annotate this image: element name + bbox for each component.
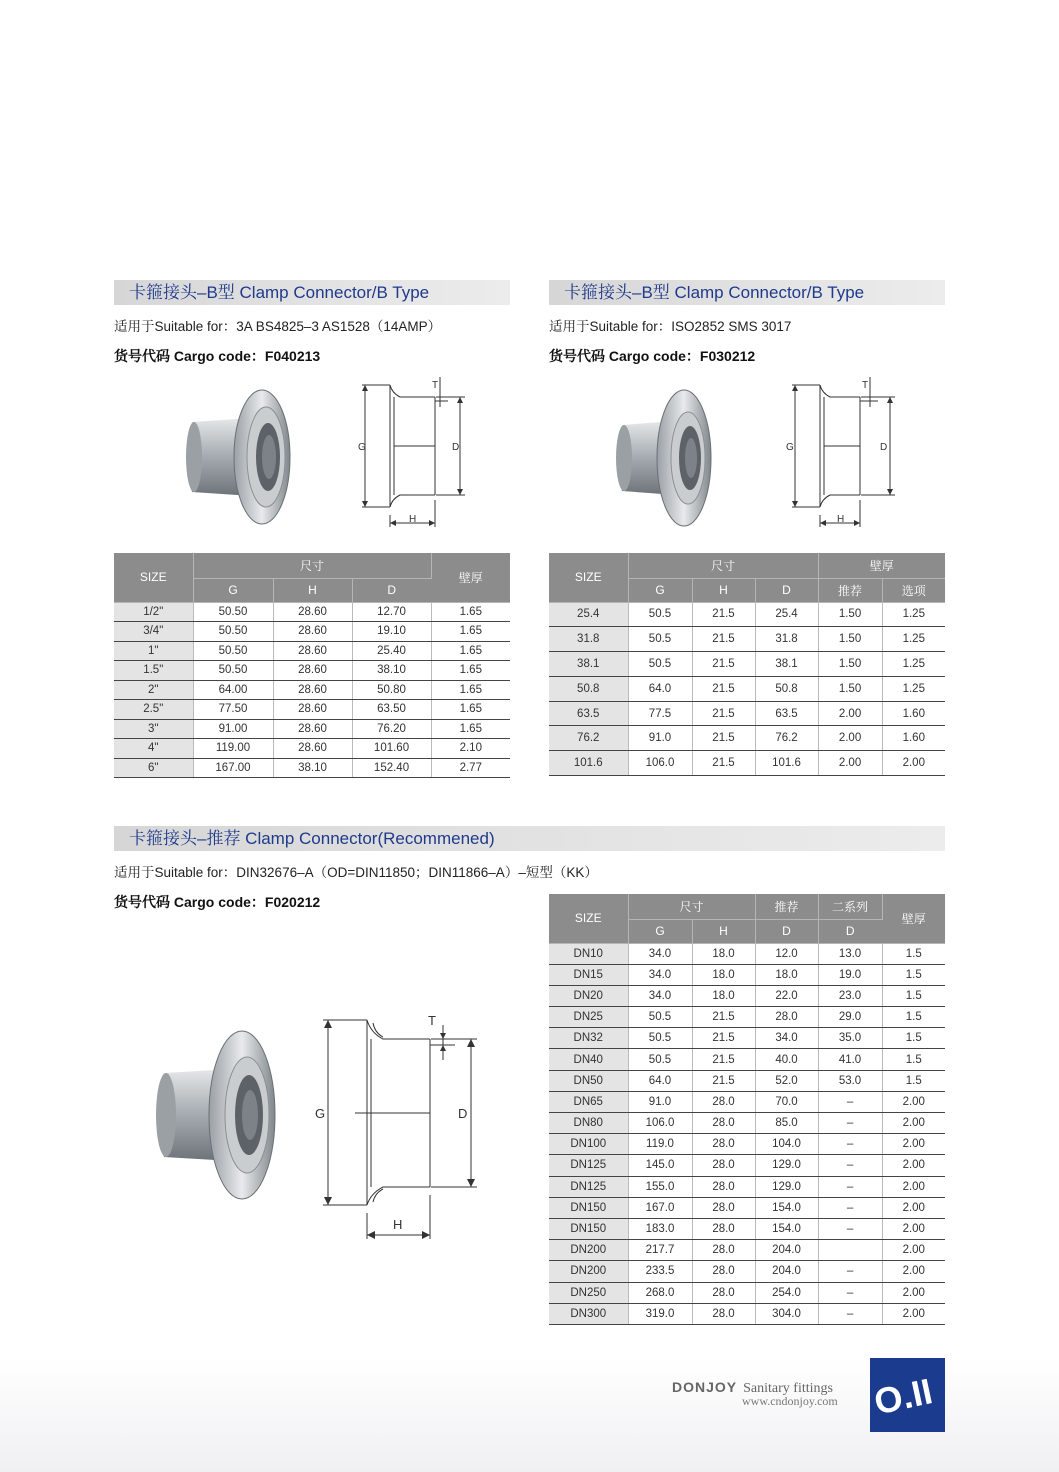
value-cell: 152.40 — [352, 758, 431, 778]
value-cell: 155.0 — [628, 1176, 692, 1197]
value-cell: 2.00 — [882, 1261, 945, 1282]
table-row — [549, 602, 945, 627]
table-row — [114, 680, 510, 700]
value-cell: 28.0 — [755, 1007, 818, 1028]
value-cell: 52.0 — [755, 1070, 818, 1091]
brand-tagline: Sanitary fittings — [743, 1381, 833, 1396]
size-cell: 101.6 — [549, 751, 628, 776]
value-cell: 1.60 — [882, 701, 945, 726]
value-cell: 106.0 — [628, 1113, 692, 1134]
size-cell: 31.8 — [549, 627, 628, 652]
value-cell: 217.7 — [628, 1240, 692, 1261]
value-cell: 28.0 — [692, 1113, 755, 1134]
size-cell: DN125 — [549, 1176, 628, 1197]
value-cell: 41.0 — [818, 1049, 882, 1070]
spec-table-3 — [549, 894, 945, 1325]
value-cell: 50.5 — [628, 627, 692, 652]
value-cell: 53.0 — [818, 1070, 882, 1091]
value-cell: 12.70 — [352, 602, 431, 622]
table-row — [549, 726, 945, 751]
dim-label-h: H — [393, 1217, 403, 1232]
value-cell: 254.0 — [755, 1282, 818, 1303]
value-cell: 28.60 — [273, 641, 352, 661]
section1-title: 卡箍接头–B型 Clamp Connector/B Type — [114, 280, 510, 305]
value-cell — [818, 1240, 882, 1261]
value-cell: 145.0 — [628, 1155, 692, 1176]
value-cell: 50.50 — [193, 602, 273, 622]
table-header-d-recommended: D — [755, 919, 818, 943]
dim-label-t: T — [432, 380, 439, 391]
table-row — [114, 719, 510, 739]
size-cell: DN150 — [549, 1197, 628, 1218]
value-cell: 183.0 — [628, 1218, 692, 1239]
value-cell: 28.0 — [692, 1218, 755, 1239]
value-cell: 2.10 — [431, 739, 510, 759]
size-cell: 76.2 — [549, 726, 628, 751]
value-cell: – — [818, 1282, 882, 1303]
value-cell: 29.0 — [818, 1007, 882, 1028]
size-cell: 1.5" — [114, 661, 193, 681]
table-row — [114, 739, 510, 759]
value-cell: 76.20 — [352, 719, 431, 739]
table-row — [549, 1218, 945, 1239]
value-cell: 21.5 — [692, 751, 755, 776]
value-cell: 40.0 — [755, 1049, 818, 1070]
table-row — [549, 1197, 945, 1218]
value-cell: 101.60 — [352, 739, 431, 759]
value-cell: 28.0 — [692, 1176, 755, 1197]
dim-label-g: G — [315, 1106, 326, 1121]
value-cell: 2.00 — [882, 1197, 945, 1218]
value-cell: 50.5 — [628, 652, 692, 677]
value-cell: 91.0 — [628, 726, 692, 751]
spec-table-2 — [549, 553, 945, 776]
table-header-dimensions: 尺寸 — [628, 553, 818, 578]
value-cell: 21.5 — [692, 627, 755, 652]
table-row — [114, 661, 510, 681]
value-cell: 34.0 — [628, 964, 692, 985]
value-cell: 50.50 — [193, 641, 273, 661]
dimension-drawing-2 — [780, 375, 905, 535]
dim-label-d: D — [458, 1106, 468, 1121]
value-cell: 28.0 — [692, 1155, 755, 1176]
table-header-size: SIZE — [549, 553, 628, 602]
dim-label-d: D — [452, 442, 460, 453]
value-cell: 1.50 — [818, 627, 882, 652]
table-header-wall: 壁厚 — [818, 553, 945, 578]
section2-title: 卡箍接头–B型 Clamp Connector/B Type — [549, 280, 945, 305]
value-cell: 1.65 — [431, 622, 510, 642]
dim-label-h: H — [837, 514, 845, 525]
dimension-drawing-1 — [350, 375, 475, 535]
dim-label-g: G — [358, 442, 366, 453]
size-cell: DN100 — [549, 1134, 628, 1155]
value-cell: 28.60 — [273, 622, 352, 642]
size-cell: 3" — [114, 719, 193, 739]
table-header-g: G — [193, 578, 273, 602]
value-cell: 1.25 — [882, 627, 945, 652]
size-cell: DN200 — [549, 1261, 628, 1282]
table-row — [549, 701, 945, 726]
value-cell: 18.0 — [755, 964, 818, 985]
section3-cargo-code: 货号代码 Cargo code：F020212 — [114, 894, 321, 910]
size-cell: DN25 — [549, 1007, 628, 1028]
value-cell: – — [818, 1113, 882, 1134]
table-row — [549, 652, 945, 677]
value-cell: 154.0 — [755, 1218, 818, 1239]
value-cell: 1.65 — [431, 661, 510, 681]
value-cell: 50.5 — [628, 1028, 692, 1049]
value-cell: 28.0 — [692, 1091, 755, 1112]
value-cell: 28.0 — [692, 1240, 755, 1261]
value-cell: 1.50 — [818, 676, 882, 701]
value-cell: 28.60 — [273, 739, 352, 759]
table-row — [549, 1049, 945, 1070]
value-cell: 1.50 — [818, 652, 882, 677]
value-cell: 1.65 — [431, 641, 510, 661]
company-logo — [870, 1358, 945, 1432]
value-cell: 28.0 — [692, 1261, 755, 1282]
table-row — [549, 1303, 945, 1324]
value-cell: 28.0 — [692, 1197, 755, 1218]
value-cell: 1.5 — [882, 985, 945, 1006]
value-cell: 21.5 — [692, 1070, 755, 1091]
value-cell: 25.40 — [352, 641, 431, 661]
value-cell: 50.5 — [628, 1049, 692, 1070]
value-cell: 104.0 — [755, 1134, 818, 1155]
value-cell: 34.0 — [628, 985, 692, 1006]
value-cell: 63.5 — [755, 701, 818, 726]
value-cell: 1.25 — [882, 652, 945, 677]
value-cell: 18.0 — [692, 964, 755, 985]
value-cell: 2.00 — [882, 1218, 945, 1239]
size-cell: 2.5" — [114, 700, 193, 720]
dim-label-g: G — [786, 442, 794, 453]
table-row — [549, 1070, 945, 1091]
size-cell: DN150 — [549, 1218, 628, 1239]
value-cell: 35.0 — [818, 1028, 882, 1049]
value-cell: 1.5 — [882, 1007, 945, 1028]
value-cell: 2.00 — [882, 1155, 945, 1176]
value-cell: 38.10 — [273, 758, 352, 778]
value-cell: 304.0 — [755, 1303, 818, 1324]
value-cell: 2.00 — [882, 751, 945, 776]
table-header-series2: 二系列 — [818, 894, 882, 919]
value-cell: 21.5 — [692, 652, 755, 677]
table-row — [549, 985, 945, 1006]
value-cell: 1.25 — [882, 676, 945, 701]
value-cell: 119.00 — [193, 739, 273, 759]
value-cell: 101.6 — [755, 751, 818, 776]
value-cell: 2.00 — [818, 751, 882, 776]
size-cell: 1" — [114, 641, 193, 661]
value-cell: 233.5 — [628, 1261, 692, 1282]
value-cell: 129.0 — [755, 1155, 818, 1176]
value-cell: 2.00 — [882, 1113, 945, 1134]
size-cell: DN80 — [549, 1113, 628, 1134]
table-row — [549, 1113, 945, 1134]
value-cell: 28.60 — [273, 719, 352, 739]
value-cell: 319.0 — [628, 1303, 692, 1324]
table-row — [114, 700, 510, 720]
section2-cargo-code: 货号代码 Cargo code：F030212 — [549, 348, 756, 364]
value-cell: 2.00 — [882, 1091, 945, 1112]
size-cell: DN15 — [549, 964, 628, 985]
table-header-g: G — [628, 578, 692, 602]
value-cell: 34.0 — [755, 1028, 818, 1049]
table-row — [114, 641, 510, 661]
value-cell: – — [818, 1176, 882, 1197]
value-cell: 21.5 — [692, 1028, 755, 1049]
value-cell: 50.80 — [352, 680, 431, 700]
clamp-connector-render-3 — [150, 1025, 290, 1205]
value-cell: 1.5 — [882, 1028, 945, 1049]
value-cell: 50.50 — [193, 622, 273, 642]
dim-label-t: T — [428, 1013, 436, 1028]
value-cell: 76.2 — [755, 726, 818, 751]
value-cell: 1.5 — [882, 1070, 945, 1091]
section3-suitable: 适用于Suitable for：DIN32676–A（OD=DIN11850；DIN11866–A）–短型（KK） — [114, 865, 598, 880]
value-cell: 1.5 — [882, 943, 945, 964]
table-row — [549, 676, 945, 701]
value-cell: 28.0 — [692, 1303, 755, 1324]
value-cell: 64.0 — [628, 676, 692, 701]
value-cell: 22.0 — [755, 985, 818, 1006]
value-cell: 167.00 — [193, 758, 273, 778]
size-cell: DN40 — [549, 1049, 628, 1070]
value-cell: 91.00 — [193, 719, 273, 739]
value-cell: 31.8 — [755, 627, 818, 652]
value-cell: 2.00 — [818, 726, 882, 751]
value-cell: 38.1 — [755, 652, 818, 677]
section1-suitable: 适用于Suitable for：3A BS4825–3 AS1528（14AMP） — [114, 319, 442, 334]
value-cell: 18.0 — [692, 985, 755, 1006]
value-cell: 50.5 — [628, 602, 692, 627]
value-cell: 21.5 — [692, 1007, 755, 1028]
logo-mark-icon — [870, 1358, 945, 1432]
value-cell: 28.60 — [273, 700, 352, 720]
value-cell: – — [818, 1197, 882, 1218]
value-cell: 50.5 — [628, 1007, 692, 1028]
table-row — [114, 758, 510, 778]
value-cell: 2.00 — [882, 1176, 945, 1197]
table-row — [114, 602, 510, 622]
value-cell: – — [818, 1303, 882, 1324]
size-cell: 3/4" — [114, 622, 193, 642]
value-cell: 28.60 — [273, 661, 352, 681]
value-cell: 19.10 — [352, 622, 431, 642]
value-cell: 23.0 — [818, 985, 882, 1006]
value-cell: 119.0 — [628, 1134, 692, 1155]
value-cell: 167.0 — [628, 1197, 692, 1218]
table-header-g: G — [628, 919, 692, 943]
value-cell: 1.50 — [818, 602, 882, 627]
table-row — [549, 943, 945, 964]
value-cell: 50.8 — [755, 676, 818, 701]
table-row — [549, 1176, 945, 1197]
table-header-wall: 壁厚 — [882, 894, 945, 943]
dimension-drawing-3 — [305, 1005, 490, 1245]
value-cell: 2.00 — [882, 1240, 945, 1261]
size-cell: 63.5 — [549, 701, 628, 726]
table-header-dimensions: 尺寸 — [628, 894, 755, 919]
size-cell: DN20 — [549, 985, 628, 1006]
table-row — [549, 1007, 945, 1028]
value-cell: 38.10 — [352, 661, 431, 681]
table-row — [114, 622, 510, 642]
size-cell: DN300 — [549, 1303, 628, 1324]
dim-label-d: D — [880, 442, 888, 453]
table-header-size: SIZE — [549, 894, 628, 943]
value-cell: 18.0 — [692, 943, 755, 964]
dim-label-h: H — [409, 514, 417, 525]
value-cell: 63.50 — [352, 700, 431, 720]
value-cell: 21.5 — [692, 1049, 755, 1070]
spec-table-1 — [114, 553, 510, 778]
table-row — [549, 1261, 945, 1282]
brand-logo-text: DONJOY — [672, 1379, 738, 1395]
value-cell: 77.50 — [193, 700, 273, 720]
clamp-connector-render-2 — [610, 385, 720, 530]
value-cell: 13.0 — [818, 943, 882, 964]
value-cell: 2.00 — [818, 701, 882, 726]
value-cell: 106.0 — [628, 751, 692, 776]
size-cell: 6" — [114, 758, 193, 778]
value-cell: 1.65 — [431, 680, 510, 700]
value-cell: 2.00 — [882, 1134, 945, 1155]
size-cell: 2" — [114, 680, 193, 700]
value-cell: 154.0 — [755, 1197, 818, 1218]
website-link[interactable]: www.cndonjoy.com — [742, 1394, 838, 1408]
value-cell: 1.5 — [882, 1049, 945, 1070]
value-cell: 50.50 — [193, 661, 273, 681]
value-cell: 25.4 — [755, 602, 818, 627]
table-header-d-series2: D — [818, 919, 882, 943]
table-header-optional: 选项 — [882, 578, 945, 602]
section2-suitable: 适用于Suitable for：ISO2852 SMS 3017 — [549, 319, 792, 334]
value-cell: 268.0 — [628, 1282, 692, 1303]
table-row — [549, 751, 945, 776]
value-cell: – — [818, 1134, 882, 1155]
size-cell: DN125 — [549, 1155, 628, 1176]
value-cell: 28.0 — [692, 1134, 755, 1155]
table-header-h: H — [692, 578, 755, 602]
table-header-recommended: 推荐 — [755, 894, 818, 919]
table-row — [549, 1240, 945, 1261]
table-row — [549, 1091, 945, 1112]
value-cell: 21.5 — [692, 701, 755, 726]
table-header-d: D — [755, 578, 818, 602]
value-cell: 1.5 — [882, 964, 945, 985]
clamp-connector-render-1 — [180, 380, 300, 530]
value-cell: 19.0 — [818, 964, 882, 985]
size-cell: DN65 — [549, 1091, 628, 1112]
value-cell: 28.60 — [273, 602, 352, 622]
size-cell: 4" — [114, 739, 193, 759]
table-header-wall: 壁厚 — [431, 553, 510, 602]
size-cell: DN50 — [549, 1070, 628, 1091]
table-row — [549, 627, 945, 652]
value-cell: – — [818, 1261, 882, 1282]
table-row — [549, 964, 945, 985]
value-cell: 21.5 — [692, 726, 755, 751]
value-cell: 21.5 — [692, 602, 755, 627]
value-cell: 12.0 — [755, 943, 818, 964]
table-row — [549, 1155, 945, 1176]
size-cell: 38.1 — [549, 652, 628, 677]
value-cell: 28.0 — [692, 1282, 755, 1303]
value-cell: – — [818, 1218, 882, 1239]
value-cell: 1.65 — [431, 719, 510, 739]
size-cell: 25.4 — [549, 602, 628, 627]
value-cell: 77.5 — [628, 701, 692, 726]
value-cell: 1.60 — [882, 726, 945, 751]
value-cell: 70.0 — [755, 1091, 818, 1112]
table-header-dimensions: 尺寸 — [193, 553, 431, 578]
table-row — [549, 1134, 945, 1155]
svg-text:O.II: O.II — [870, 1370, 936, 1423]
value-cell: 1.65 — [431, 602, 510, 622]
table-row — [549, 1028, 945, 1049]
dim-label-t: T — [862, 380, 869, 391]
section1-cargo-code: 货号代码 Cargo code：F040213 — [114, 348, 321, 364]
table-header-d: D — [352, 578, 431, 602]
size-cell: DN32 — [549, 1028, 628, 1049]
size-cell: 1/2" — [114, 602, 193, 622]
value-cell: 21.5 — [692, 676, 755, 701]
value-cell: 2.00 — [882, 1282, 945, 1303]
table-header-h: H — [273, 578, 352, 602]
value-cell: 2.77 — [431, 758, 510, 778]
value-cell: – — [818, 1091, 882, 1112]
value-cell: 34.0 — [628, 943, 692, 964]
value-cell: 28.60 — [273, 680, 352, 700]
table-header-h: H — [692, 919, 755, 943]
value-cell: 204.0 — [755, 1261, 818, 1282]
value-cell: 64.00 — [193, 680, 273, 700]
value-cell: 204.0 — [755, 1240, 818, 1261]
size-cell: DN10 — [549, 943, 628, 964]
value-cell: 2.00 — [882, 1303, 945, 1324]
size-cell: DN200 — [549, 1240, 628, 1261]
value-cell: – — [818, 1155, 882, 1176]
size-cell: DN250 — [549, 1282, 628, 1303]
value-cell: 1.25 — [882, 602, 945, 627]
size-cell: 50.8 — [549, 676, 628, 701]
section3-title: 卡箍接头–推荐 Clamp Connector(Recommened) — [114, 826, 945, 851]
value-cell: 91.0 — [628, 1091, 692, 1112]
table-header-recommended: 推荐 — [818, 578, 882, 602]
value-cell: 85.0 — [755, 1113, 818, 1134]
value-cell: 129.0 — [755, 1176, 818, 1197]
value-cell: 64.0 — [628, 1070, 692, 1091]
table-row — [549, 1282, 945, 1303]
value-cell: 1.65 — [431, 700, 510, 720]
table-header-size: SIZE — [114, 553, 193, 602]
